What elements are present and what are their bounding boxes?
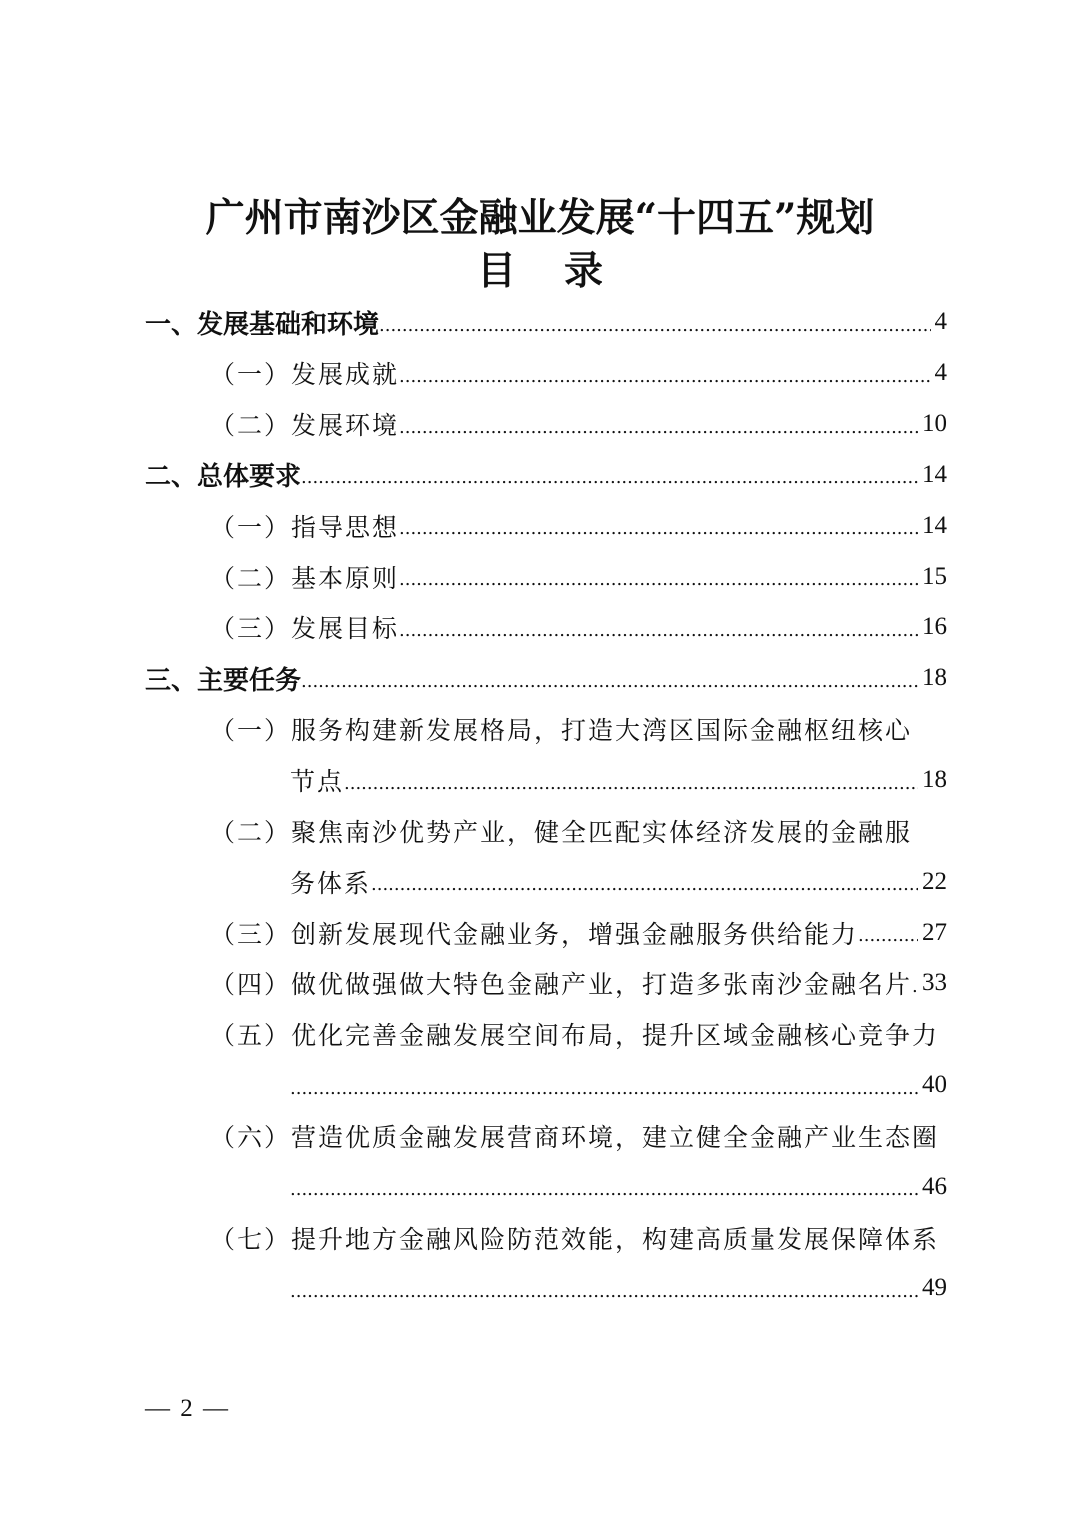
toc-leader-dots — [399, 402, 918, 453]
toc-page-number: 4 — [934, 359, 947, 387]
toc-page-number: 40 — [922, 1071, 947, 1099]
toc-entry[interactable] — [0, 1111, 1080, 1162]
toc-entry[interactable] — [0, 1212, 1080, 1263]
toc-leader-dots — [301, 656, 918, 707]
toc-entry[interactable] — [0, 348, 1080, 399]
toc-entry-label: （六）营造优质金融发展营商环境，建立健全金融产业生态圈 — [210, 1122, 940, 1152]
toc-page-number: 18 — [922, 664, 947, 692]
toc-heading: 目录 — [476, 248, 651, 294]
toc-leader-dots — [301, 453, 918, 504]
toc-page-number: 14 — [922, 460, 947, 488]
toc-entry[interactable] — [0, 1161, 1080, 1212]
document-title: 广州市南沙区金融业发展“十四五”规划 — [205, 195, 875, 241]
toc-entry[interactable] — [0, 551, 1080, 602]
toc-entry[interactable] — [0, 297, 1080, 348]
toc-leader-dots — [344, 758, 918, 809]
toc-leader-dots — [399, 605, 918, 656]
toc-entry-label: （三）发展目标 — [210, 614, 400, 644]
toc-page-number: 16 — [922, 613, 947, 641]
toc-entry[interactable] — [0, 1009, 1080, 1060]
toc-entry[interactable] — [0, 805, 1080, 856]
toc-entry-label: （三）创新发展现代金融业务，增强金融服务供给能力 — [210, 919, 859, 949]
toc-entry-label: 务体系 — [290, 868, 372, 898]
toc-page-number: 15 — [922, 562, 947, 590]
page-number-footer: — 2 — — [145, 1395, 230, 1422]
toc-entry-label: （七）提升地方金融风险防范效能，构建高质量发展保障体系 — [210, 1224, 940, 1254]
toc-page-number: 22 — [922, 867, 947, 895]
toc-page-number: 33 — [922, 969, 947, 997]
table-of-contents — [0, 297, 1080, 1314]
toc-entry[interactable] — [0, 500, 1080, 551]
toc-leader-dots — [379, 300, 930, 351]
toc-page-number: 14 — [922, 511, 947, 539]
toc-entry[interactable] — [0, 450, 1080, 501]
toc-entry[interactable] — [0, 704, 1080, 755]
toc-entry[interactable] — [0, 602, 1080, 653]
toc-entry[interactable] — [0, 399, 1080, 450]
toc-entry[interactable] — [0, 653, 1080, 704]
toc-page-number: 10 — [922, 410, 947, 438]
toc-entry[interactable] — [0, 856, 1080, 907]
toc-entry[interactable] — [0, 907, 1080, 958]
toc-entry-label: （四）做优做强做大特色金融产业，打造多张南沙金融名片 — [210, 970, 913, 1000]
toc-entry-label: 三、主要任务 — [145, 665, 302, 696]
toc-entry-label: （一）服务构建新发展格局，打造大湾区国际金融枢纽核心 — [210, 716, 913, 746]
toc-entry-label: （一）指导思想 — [210, 512, 400, 542]
toc-page-number: 27 — [922, 918, 947, 946]
toc-page-number: 18 — [922, 766, 947, 794]
toc-entry-label: （二）聚焦南沙优势产业，健全匹配实体经济发展的金融服 — [210, 817, 913, 847]
toc-entry[interactable] — [0, 958, 1080, 1009]
toc-entry-label: 一、发展基础和环境 — [145, 309, 380, 340]
toc-entry-label: （一）发展成就 — [210, 360, 400, 390]
toc-entry[interactable] — [0, 755, 1080, 806]
toc-page-number: 49 — [922, 1274, 947, 1302]
toc-leader-dots — [858, 910, 918, 961]
toc-leader-dots — [290, 1063, 918, 1114]
toc-leader-dots — [399, 554, 918, 605]
toc-entry-label: 二、总体要求 — [145, 462, 302, 493]
toc-page-number: 4 — [934, 308, 947, 336]
toc-leader-dots — [371, 859, 918, 910]
toc-entry-label: （二）基本原则 — [210, 563, 400, 593]
toc-entry-label: （五）优化完善金融发展空间布局，提升区域金融核心竞争力 — [210, 1021, 940, 1051]
toc-entry[interactable] — [0, 1060, 1080, 1111]
toc-entry-label: （二）发展环境 — [210, 411, 400, 441]
toc-leader-dots — [399, 503, 918, 554]
toc-leader-dots — [399, 351, 930, 402]
toc-entry-label: 节点 — [290, 767, 345, 797]
toc-page-number: 46 — [922, 1172, 947, 1200]
toc-leader-dots — [290, 1164, 918, 1215]
toc-leader-dots — [290, 1266, 918, 1317]
toc-entry[interactable] — [0, 1263, 1080, 1314]
